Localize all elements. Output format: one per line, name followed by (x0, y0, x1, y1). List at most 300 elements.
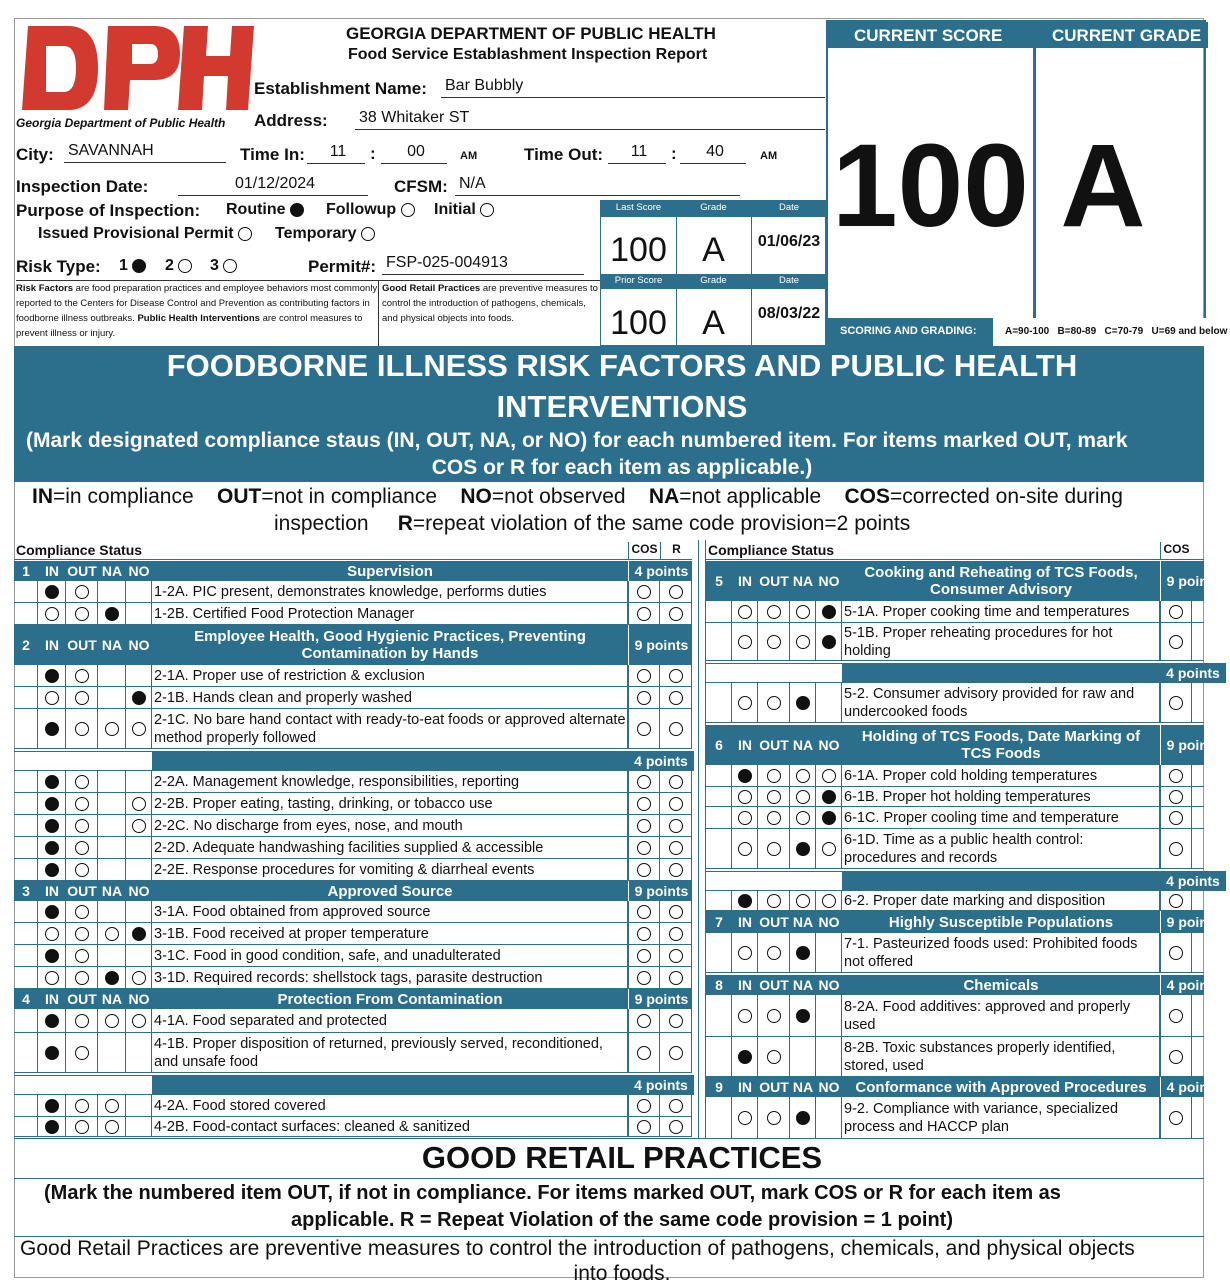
na-radio[interactable] (105, 1120, 119, 1134)
table-row (14, 603, 692, 625)
r-cell (660, 581, 692, 602)
r-checkbox[interactable] (669, 585, 683, 599)
out-radio[interactable] (767, 1111, 781, 1125)
status-cell (790, 1037, 816, 1076)
no-radio[interactable] (132, 797, 146, 811)
section-title: Supervision (347, 562, 433, 580)
out-radio[interactable] (75, 949, 89, 963)
in-radio[interactable] (45, 607, 59, 621)
status-cell (126, 665, 152, 686)
na-radio[interactable] (796, 769, 810, 783)
cos-checkbox[interactable] (637, 722, 651, 736)
col-label: OUT (759, 572, 789, 589)
cos-checkbox[interactable] (1169, 1111, 1183, 1125)
item-text: 6-1A. Proper cold holding temperatures (842, 765, 1160, 786)
in-radio[interactable] (45, 775, 59, 789)
no-radio[interactable] (822, 790, 836, 804)
in-radio[interactable] (45, 797, 59, 811)
col-label: OUT (67, 562, 97, 579)
item-text: 2-2D. Adequate handwashing facilities supplied & accessible (152, 837, 628, 858)
status-cell (14, 687, 38, 708)
in-radio[interactable] (45, 585, 59, 599)
na-radio[interactable] (796, 605, 810, 619)
subsection-spacer (14, 751, 628, 771)
r-checkbox[interactable] (669, 722, 683, 736)
out-radio[interactable] (75, 1014, 89, 1028)
r-checkbox[interactable] (669, 1014, 683, 1028)
status-cell (14, 815, 38, 836)
col-label: NO (128, 990, 150, 1007)
establishment-label: Establishment Name: (254, 79, 427, 98)
radio-followup[interactable] (401, 203, 415, 217)
out-radio[interactable] (75, 1046, 89, 1060)
status-cell (790, 1097, 816, 1138)
radio-temporary[interactable] (361, 227, 375, 241)
radio-risk-3[interactable] (223, 259, 237, 273)
out-radio[interactable] (767, 1050, 781, 1064)
r-checkbox[interactable] (669, 669, 683, 683)
risk-type-label: Risk Type: (16, 257, 101, 276)
department-title: GEORGIA DEPARTMENT OF PUBLIC HEALTH (346, 24, 716, 43)
no-radio[interactable] (822, 894, 836, 908)
table-row (706, 601, 1204, 623)
cos-checkbox[interactable] (637, 797, 651, 811)
cos-checkbox[interactable] (1169, 635, 1183, 649)
status-cell (732, 683, 758, 722)
in-radio[interactable] (45, 691, 59, 705)
in-radio[interactable] (738, 769, 752, 783)
status-cell (38, 1117, 66, 1136)
cos-checkbox[interactable] (1169, 894, 1183, 908)
table-row (14, 859, 692, 881)
na-radio[interactable] (796, 894, 810, 908)
cos-cell (1160, 765, 1192, 786)
in-radio[interactable] (45, 949, 59, 963)
status-cell (732, 807, 758, 828)
item-text: 2-2E. Response procedures for vomiting & diarrheal events (152, 859, 628, 880)
cos-checkbox[interactable] (637, 1046, 651, 1060)
out-radio[interactable] (75, 585, 89, 599)
cos-checkbox[interactable] (637, 949, 651, 963)
status-cell (126, 687, 152, 708)
na-radio[interactable] (796, 696, 810, 710)
out-radio[interactable] (767, 842, 781, 856)
cos-checkbox[interactable] (637, 905, 651, 919)
status-cell (732, 891, 758, 910)
cos-checkbox[interactable] (1169, 696, 1183, 710)
in-radio[interactable] (738, 605, 752, 619)
time-out-label: Time Out: (524, 145, 604, 164)
r-checkbox[interactable] (669, 949, 683, 963)
cos-cell (628, 793, 660, 814)
table-row (706, 1037, 1204, 1077)
out-radio[interactable] (767, 769, 781, 783)
status-cell (38, 771, 66, 792)
cos-checkbox[interactable] (637, 841, 651, 855)
in-radio[interactable] (738, 1009, 752, 1023)
fbi-sub-1: (Mark designated compliance staus (IN, OUT, NA, or NO) for each numbered item. For items marked OUT, mark (26, 429, 1128, 452)
col-label: 3 (22, 882, 30, 899)
in-radio[interactable] (45, 971, 59, 985)
in-radio[interactable] (738, 811, 752, 825)
r-checkbox[interactable] (669, 797, 683, 811)
out-radio[interactable] (75, 841, 89, 855)
in-radio[interactable] (45, 1046, 59, 1060)
permit-value: FSP-025-004913 (382, 253, 584, 275)
status-cell (14, 859, 38, 880)
cos-checkbox[interactable] (637, 607, 651, 621)
status-cell (126, 815, 152, 836)
status-cell (126, 603, 152, 624)
col-label: NO (818, 1078, 840, 1095)
out-radio[interactable] (75, 819, 89, 833)
r-cell (1192, 891, 1212, 910)
in-radio[interactable] (738, 1050, 752, 1064)
status-cell (66, 709, 98, 748)
col-label: 4 (22, 990, 30, 1007)
out-radio[interactable] (75, 927, 89, 941)
report-title: Food Service Establashment Inspection Report (348, 46, 708, 63)
status-cell (38, 859, 66, 880)
out-radio[interactable] (767, 635, 781, 649)
status-cell (126, 945, 152, 966)
na-radio[interactable] (105, 722, 119, 736)
item-text: 6-1C. Proper cooling time and temperature (842, 807, 1160, 828)
in-radio[interactable] (45, 1120, 59, 1134)
cos-checkbox[interactable] (1169, 790, 1183, 804)
na-radio[interactable] (796, 635, 810, 649)
cos-cell (628, 581, 660, 602)
cos-checkbox[interactable] (637, 927, 651, 941)
na-radio[interactable] (105, 971, 119, 985)
in-radio[interactable] (738, 635, 752, 649)
status-cell (126, 967, 152, 988)
city-label: City: (16, 145, 54, 164)
out-radio[interactable] (75, 863, 89, 877)
table-row (14, 687, 692, 709)
out-radio[interactable] (767, 696, 781, 710)
no-radio[interactable] (132, 722, 146, 736)
status-cell (790, 891, 816, 910)
cos-checkbox[interactable] (1169, 1050, 1183, 1064)
r-cell (660, 771, 692, 792)
na-radio[interactable] (105, 1014, 119, 1028)
status-cell (732, 933, 758, 972)
in-radio[interactable] (738, 1111, 752, 1125)
cos-cell (628, 709, 660, 748)
col-label: IN (738, 572, 752, 589)
out-radio[interactable] (75, 691, 89, 705)
r-cell (1192, 807, 1212, 828)
col-label: IN (45, 882, 59, 899)
col-label: OUT (67, 882, 97, 899)
subsection-points: 4 points (628, 751, 694, 771)
no-radio[interactable] (132, 819, 146, 833)
no-radio[interactable] (822, 635, 836, 649)
section-points: 4 points (628, 561, 694, 581)
no-radio[interactable] (132, 971, 146, 985)
status-cell (758, 995, 790, 1036)
radio-routine[interactable] (290, 203, 304, 217)
cos-checkbox[interactable] (637, 863, 651, 877)
cos-cell (628, 687, 660, 708)
na-radio[interactable] (796, 1009, 810, 1023)
status-cell (706, 683, 732, 722)
grp-sub-1: (Mark the numbered item OUT, if not in compliance. For items marked OUT, mark COS or R for each item as (44, 1182, 1061, 1204)
subsection-points: 4 points (628, 1075, 694, 1095)
col-label: OUT (759, 736, 789, 753)
na-radio[interactable] (105, 1099, 119, 1113)
cfsm-value: N/A (455, 174, 740, 196)
inspection-date-label: Inspection Date: (16, 177, 149, 196)
time-out-min: 40 (680, 142, 746, 164)
address-label: Address: (254, 111, 328, 130)
city-value: SAVANNAH (64, 141, 226, 163)
r-cell (660, 1009, 692, 1032)
status-cell (14, 793, 38, 814)
grp-title: GOOD RETAIL PRACTICES (421, 1140, 823, 1175)
r-checkbox[interactable] (669, 863, 683, 877)
in-radio[interactable] (738, 696, 752, 710)
r-checkbox[interactable] (669, 1099, 683, 1113)
last-date: 01/06/23 (757, 233, 821, 250)
out-radio[interactable] (767, 1009, 781, 1023)
r-cell (660, 945, 692, 966)
no-radio[interactable] (822, 769, 836, 783)
status-cell (126, 901, 152, 922)
na-radio[interactable] (796, 790, 810, 804)
out-radio[interactable] (75, 669, 89, 683)
status-cell (38, 945, 66, 966)
radio-risk-2[interactable] (178, 259, 192, 273)
na-radio[interactable] (796, 1111, 810, 1125)
r-cell (660, 1095, 692, 1116)
out-radio[interactable] (75, 905, 89, 919)
section-header-s9 (706, 1077, 1221, 1097)
out-radio[interactable] (75, 797, 89, 811)
status-cell (790, 683, 816, 722)
in-radio[interactable] (45, 927, 59, 941)
cos-header: COS (628, 542, 660, 560)
cos-checkbox[interactable] (637, 585, 651, 599)
cos-checkbox[interactable] (1169, 811, 1183, 825)
in-radio[interactable] (45, 722, 59, 736)
status-cell (38, 687, 66, 708)
r-cell (1192, 623, 1212, 660)
status-cell (790, 807, 816, 828)
r-checkbox[interactable] (669, 971, 683, 985)
table-row (14, 665, 692, 687)
purpose-label: Purpose of Inspection: (16, 201, 201, 220)
r-checkbox[interactable] (669, 927, 683, 941)
item-text: 2-2B. Proper eating, tasting, drinking, or tobacco use (152, 793, 628, 814)
col-label: NA (101, 882, 123, 899)
cos-checkbox[interactable] (1169, 946, 1183, 960)
status-cell (790, 829, 816, 868)
in-radio[interactable] (738, 946, 752, 960)
section-title: Cooking and Reheating of TCS Foods, Consumer Advisory (864, 564, 1138, 598)
status-cell (66, 1009, 98, 1032)
status-cell (98, 581, 126, 602)
status-cell (706, 1097, 732, 1138)
fbi-title-2: INTERVENTIONS (496, 389, 748, 424)
out-radio[interactable] (75, 1099, 89, 1113)
status-cell (126, 1095, 152, 1116)
in-radio[interactable] (45, 819, 59, 833)
col-label: NO (818, 572, 840, 589)
r-checkbox[interactable] (669, 1120, 683, 1134)
na-radio[interactable] (796, 811, 810, 825)
r-checkbox[interactable] (669, 607, 683, 621)
status-cell (126, 837, 152, 858)
out-radio[interactable] (75, 1120, 89, 1134)
status-cell (790, 765, 816, 786)
no-radio[interactable] (822, 811, 836, 825)
item-text: 5-1A. Proper cooking time and temperatures (842, 601, 1160, 622)
cos-checkbox[interactable] (637, 691, 651, 705)
item-text: 3-1A. Food obtained from approved source (152, 901, 628, 922)
table-row (706, 807, 1204, 829)
radio-provisional[interactable] (238, 227, 252, 241)
cos-checkbox[interactable] (637, 1099, 651, 1113)
cos-checkbox[interactable] (637, 819, 651, 833)
out-radio[interactable] (767, 894, 781, 908)
current-score-box (826, 20, 1228, 346)
in-radio[interactable] (45, 905, 59, 919)
no-radio[interactable] (822, 605, 836, 619)
cos-checkbox[interactable] (1169, 842, 1183, 856)
na-radio[interactable] (105, 927, 119, 941)
r-checkbox[interactable] (669, 819, 683, 833)
table-row (14, 945, 692, 967)
item-text: 6-1B. Proper hot holding temperatures (842, 787, 1160, 806)
item-text: 9-2. Compliance with variance, specialized process and HACCP plan (842, 1097, 1160, 1138)
cos-cell (628, 665, 660, 686)
status-cell (98, 771, 126, 792)
in-radio[interactable] (45, 1099, 59, 1113)
out-radio[interactable] (767, 811, 781, 825)
scoring-grading-label: SCORING AND GRADING: (840, 325, 977, 337)
status-cell (66, 1095, 98, 1116)
cos-checkbox[interactable] (1169, 605, 1183, 619)
out-radio[interactable] (75, 722, 89, 736)
na-radio[interactable] (796, 842, 810, 856)
out-radio[interactable] (75, 775, 89, 789)
status-cell (732, 787, 758, 806)
cos-cell (1160, 995, 1192, 1036)
out-radio[interactable] (75, 971, 89, 985)
na-radio[interactable] (105, 607, 119, 621)
na-radio[interactable] (796, 946, 810, 960)
in-radio[interactable] (738, 842, 752, 856)
cos-cell (1160, 623, 1192, 660)
section-header-s5 (706, 561, 1221, 601)
item-text: 3-1B. Food received at proper temperature (152, 923, 628, 944)
in-radio[interactable] (738, 894, 752, 908)
r-checkbox[interactable] (669, 841, 683, 855)
cos-cell (628, 1095, 660, 1116)
status-cell (98, 709, 126, 748)
status-cell (98, 967, 126, 988)
in-radio[interactable] (738, 790, 752, 804)
last-score-label: Last Score (615, 202, 662, 213)
no-radio[interactable] (132, 927, 146, 941)
no-radio[interactable] (822, 842, 836, 856)
cos-checkbox[interactable] (637, 971, 651, 985)
r-checkbox[interactable] (669, 775, 683, 789)
cos-cell (628, 945, 660, 966)
r-checkbox[interactable] (669, 1046, 683, 1060)
radio-risk-1[interactable] (132, 259, 146, 273)
out-radio[interactable] (767, 790, 781, 804)
out-radio[interactable] (767, 946, 781, 960)
cos-cell (628, 923, 660, 944)
r-cell (660, 687, 692, 708)
cos-cell (628, 771, 660, 792)
status-cell (98, 665, 126, 686)
time-in-min: 00 (381, 142, 447, 164)
col-label: NA (101, 636, 123, 653)
section-points: 9 points (628, 881, 694, 901)
status-cell (790, 601, 816, 622)
r-cell (1192, 765, 1212, 786)
out-radio[interactable] (75, 607, 89, 621)
cos-checkbox[interactable] (637, 775, 651, 789)
section-title: Employee Health, Good Hygienic Practices, Preventing Contamination by Hands (194, 628, 586, 662)
radio-initial[interactable] (480, 203, 494, 217)
status-cell (14, 771, 38, 792)
status-cell (816, 1097, 842, 1138)
status-cell (14, 709, 38, 748)
status-cell (732, 601, 758, 622)
current-score-label: CURRENT SCORE (854, 26, 1003, 45)
cos-checkbox[interactable] (1169, 1009, 1183, 1023)
no-radio[interactable] (132, 1014, 146, 1028)
last-score: 100 (610, 231, 667, 269)
table-row (14, 1033, 692, 1073)
out-radio[interactable] (767, 605, 781, 619)
r-checkbox[interactable] (669, 905, 683, 919)
cos-checkbox[interactable] (637, 669, 651, 683)
r-checkbox[interactable] (669, 691, 683, 705)
status-cell (66, 771, 98, 792)
cos-checkbox[interactable] (637, 1120, 651, 1134)
in-radio[interactable] (45, 1014, 59, 1028)
subsection-spacer (14, 1075, 628, 1095)
cos-checkbox[interactable] (1169, 769, 1183, 783)
cos-cell (628, 901, 660, 922)
in-radio[interactable] (45, 863, 59, 877)
risk-factors-note: Risk Factors are food preparation practices and employee behaviors most commonly reported to the Centers for Disease Control and Prevention as contributing factors in foodborne illness outbreaks. Public Health Interventions are control measures to prevent illness or injury. (16, 280, 378, 346)
status-cell (38, 793, 66, 814)
in-radio[interactable] (45, 669, 59, 683)
table-row (14, 967, 692, 989)
section-header-s8 (706, 975, 1221, 995)
status-cell (66, 967, 98, 988)
col-label: 2 (22, 636, 30, 653)
status-cell (98, 1009, 126, 1032)
cos-checkbox[interactable] (637, 1014, 651, 1028)
r-cell (660, 859, 692, 880)
last-grade: A (702, 231, 725, 269)
fbi-title-1: FOODBORNE ILLNESS RISK FACTORS AND PUBLIC HEALTH (166, 348, 1078, 383)
status-cell (758, 683, 790, 722)
status-cell (14, 1009, 38, 1032)
no-radio[interactable] (132, 691, 146, 705)
status-cell (816, 933, 842, 972)
in-radio[interactable] (45, 841, 59, 855)
status-cell (14, 665, 38, 686)
